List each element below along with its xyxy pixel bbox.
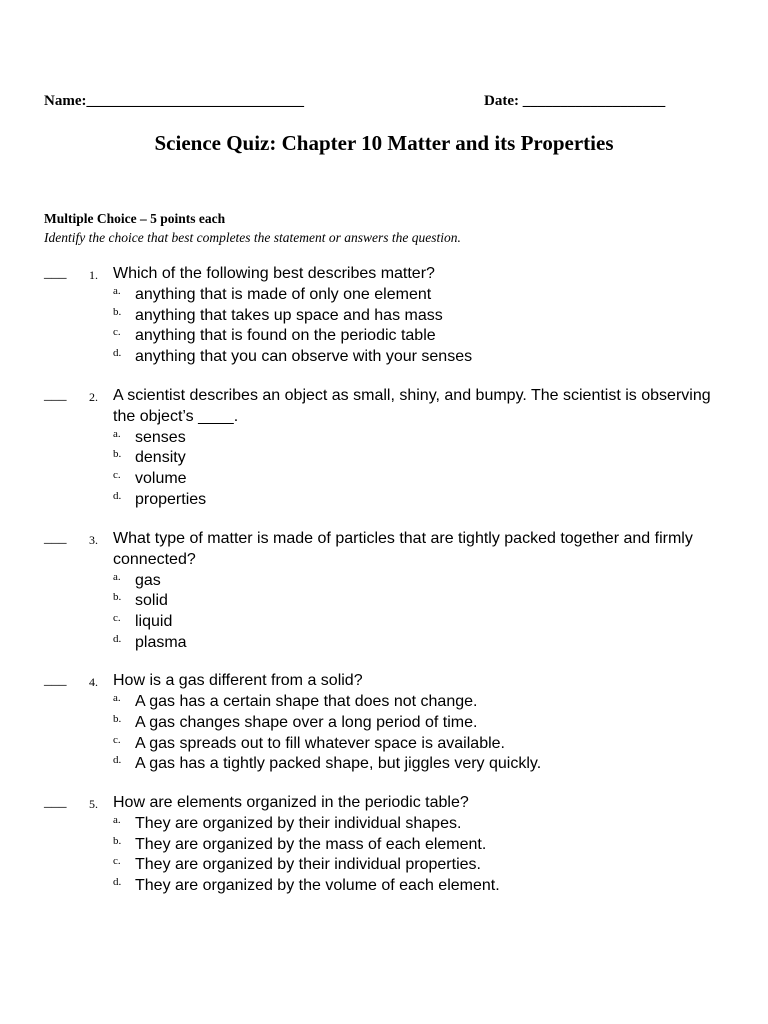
- option-letter: c.: [113, 611, 121, 624]
- option-list: [0, 813, 768, 896]
- question-number: 3.: [89, 532, 98, 547]
- option-text: They are organized by their individual shapes.: [135, 815, 462, 832]
- option-letter: b.: [113, 834, 122, 847]
- answer-blank[interactable]: ___: [44, 529, 67, 546]
- header-row: [44, 93, 724, 113]
- option-text: density: [135, 449, 186, 467]
- option-text: anything that is made of only one element: [135, 286, 432, 303]
- option-letter: b.: [113, 591, 122, 604]
- option-item: [0, 489, 768, 510]
- question-text: How is a gas different from a solid?: [113, 672, 363, 690]
- question-text: What type of matter is made of particles that are tightly packed together and firmly connected?: [113, 529, 693, 568]
- option-letter: c.: [113, 733, 121, 746]
- option-letter: a.: [113, 427, 121, 440]
- option-text: anything that is found on the periodic table: [135, 327, 436, 345]
- section-heading: Multiple Choice – 5 points each: [44, 211, 226, 226]
- question-1: [0, 263, 768, 367]
- question-text: Which of the following best describes matter?: [113, 265, 435, 282]
- option-letter: d.: [113, 632, 122, 645]
- answer-blank[interactable]: ___: [44, 672, 67, 689]
- option-list: [0, 570, 768, 653]
- answer-blank[interactable]: ___: [44, 386, 67, 403]
- option-letter: a.: [113, 814, 121, 826]
- answer-blank[interactable]: ___: [44, 794, 67, 810]
- question-4: [0, 670, 768, 774]
- option-letter: c.: [113, 326, 121, 339]
- question-5: [0, 792, 768, 896]
- option-item: [0, 753, 768, 774]
- option-text: solid: [135, 592, 168, 610]
- option-text: senses: [135, 428, 186, 446]
- option-list: [0, 427, 768, 510]
- question-list: [0, 263, 768, 914]
- option-letter: d.: [113, 347, 122, 360]
- option-text: A gas changes shape over a long period of time.: [135, 713, 478, 731]
- question-number: 1.: [89, 268, 98, 282]
- option-list: [0, 691, 768, 774]
- option-text: They are organized by the volume of each element.: [135, 877, 500, 895]
- question-row: [0, 385, 768, 427]
- option-text: A gas spreads out to fill whatever space is available.: [135, 734, 505, 752]
- question-text: A scientist describes an object as small, shiny, and bumpy. The scientist is observing the object’s ____.: [113, 386, 711, 425]
- option-letter: a.: [113, 570, 121, 583]
- question-2: [0, 385, 768, 510]
- option-text: A gas has a certain shape that does not change.: [135, 693, 478, 711]
- option-item: [0, 346, 768, 367]
- option-letter: d.: [113, 754, 122, 767]
- option-letter: b.: [113, 712, 122, 725]
- page-title: Science Quiz: Chapter 10 Matter and its Properties: [154, 131, 614, 155]
- answer-blank[interactable]: ___: [44, 265, 67, 281]
- option-text: liquid: [135, 612, 173, 630]
- question-number: 2.: [89, 389, 98, 404]
- option-letter: b.: [113, 305, 122, 318]
- option-text: properties: [135, 490, 207, 508]
- name-field[interactable]: Name:_____________________________: [44, 93, 304, 109]
- option-text: anything that you can observe with your senses: [135, 348, 473, 366]
- question-number: 4.: [89, 675, 98, 690]
- option-item: [0, 875, 768, 896]
- option-text: anything that takes up space and has mass: [135, 306, 443, 324]
- section-instructions: Identify the choice that best completes the statement or answers the question.: [44, 230, 461, 245]
- option-letter: c.: [113, 469, 121, 482]
- question-number: 5.: [89, 797, 98, 811]
- option-list: [0, 284, 768, 367]
- option-letter: a.: [113, 285, 121, 297]
- option-letter: d.: [113, 489, 122, 502]
- option-text: A gas has a tightly packed shape, but jiggles very quickly.: [135, 755, 542, 773]
- option-letter: d.: [113, 876, 122, 889]
- option-text: gas: [135, 571, 161, 589]
- date-field[interactable]: Date: ___________________: [484, 93, 666, 109]
- option-letter: b.: [113, 448, 122, 461]
- option-text: volume: [135, 470, 187, 488]
- question-row: [0, 528, 768, 570]
- option-text: plasma: [135, 633, 187, 651]
- option-text: They are organized by the mass of each element.: [135, 835, 487, 853]
- option-letter: c.: [113, 855, 121, 868]
- option-item: [0, 632, 768, 653]
- option-text: They are organized by their individual properties.: [135, 856, 481, 874]
- question-3: [0, 528, 768, 653]
- option-letter: a.: [113, 692, 121, 705]
- question-text: How are elements organized in the periodic table?: [113, 794, 469, 811]
